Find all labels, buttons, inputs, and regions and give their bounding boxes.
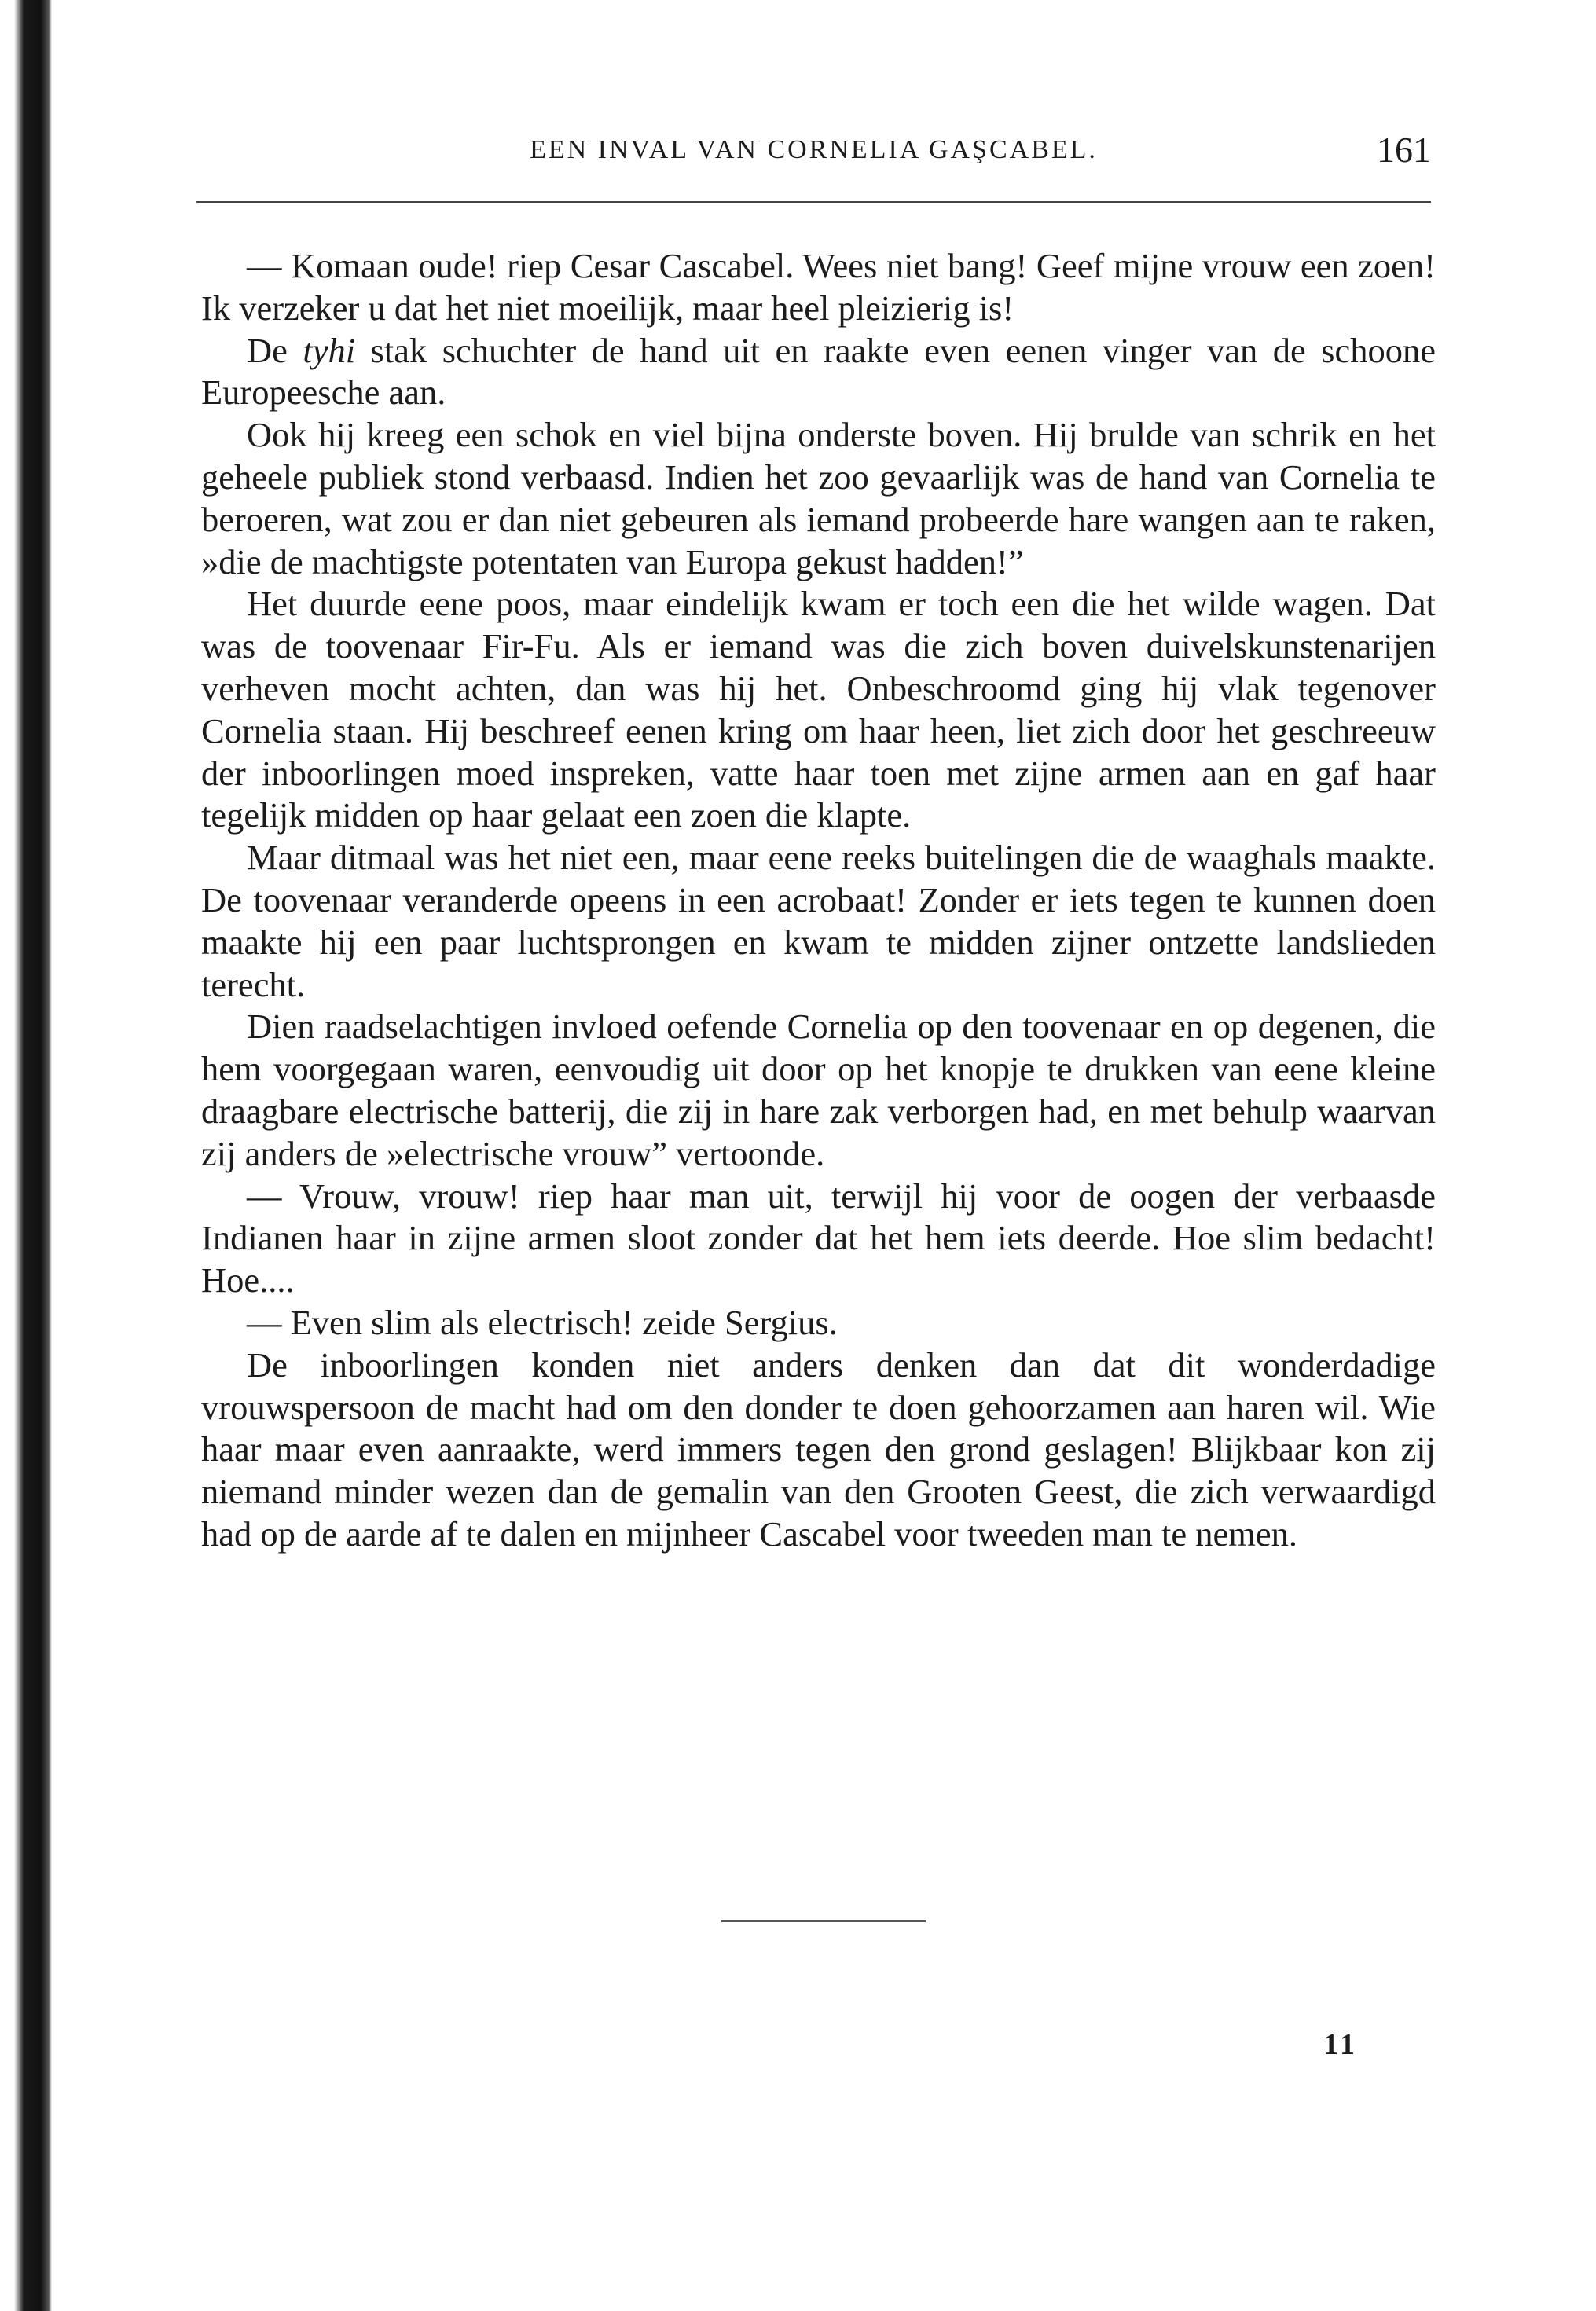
paragraph: — Komaan oude! riep Cesar Cascabel. Wees niet bang! Geef mijne vrouw een zoen! Ik verzeker u dat het niet moeilijk, maar heel pleizierig is!	[201, 246, 1436, 328]
running-title: EEN INVAL VAN CORNELIA GAŞCABEL.	[530, 135, 1098, 164]
paragraph: — Vrouw, vrouw! riep haar man uit, terwijl hij voor de oogen der verbaasde Indianen haar in zijne armen sloot zonder dat het hem iets deerde. Hoe slim bedacht! Hoe....	[201, 1176, 1436, 1300]
book-binding-edge	[0, 0, 52, 2311]
paragraph: Het duurde eene poos, maar eindelijk kwam er toch een die het wilde wagen. Dat was de toovenaar Fir-Fu. Als er iemand was die zich boven duivelskunstenarijen verheven mocht achten, dan was hij het. Onbeschroomd ging hij vlak tegenover Cornelia staan. Hij beschreef eenen kring om haar heen, liet zich door het geschreeuw der inboorlingen moed inspreken, vatte haar toen met zijne armen aan en gaf haar tegelijk midden op haar gelaat een zoen die klapte.	[201, 584, 1436, 835]
italic-term: tyhi	[303, 330, 356, 370]
signature-mark: 11	[1323, 2028, 1358, 2061]
body-text	[201, 245, 1436, 1556]
paragraph: Maar ditmaal was het niet een, maar eene reeks buitelingen die de waaghals maakte. De toovenaar veranderde opeens in een acrobaat! Zonder er iets tegen te kunnen doen maakte hij een paar luchtsprongen en kwam te midden zijner ontzette landslieden terecht.	[201, 838, 1436, 1004]
running-head	[196, 130, 1431, 182]
paragraph: Dien raadselachtigen invloed oefende Cornelia op den toovenaar en op degenen, die hem voorgegaan waren, eenvoudig uit door op het knopje te drukken van eene kleine draagbare electrische batterij, die zij in hare zak verborgen had, en met behulp waarvan zij anders de »electrische vrouw” vertoonde.	[201, 1007, 1436, 1173]
paragraph: — Even slim als electrisch! zeide Sergius.	[247, 1302, 838, 1342]
end-rule	[721, 1920, 926, 1922]
page-number: 161	[1377, 130, 1431, 170]
header-rule	[196, 201, 1431, 203]
paragraph: Ook hij kreeg een schok en viel bijna onderste boven. Hij brulde van schrik en het geheele publiek stond verbaasd. Indien het zoo gevaarlijk was de hand van Cornelia te beroeren, wat zou er dan niet gebeuren als iemand probeerde hare wangen aan te raken, »die de machtigste potentaten van Europa gekust hadden!”	[201, 415, 1436, 581]
paragraph: De tyhi stak schuchter de hand uit en raakte even eenen vinger van de schoone Europeesche aan.	[201, 330, 1436, 413]
paragraph: De inboorlingen konden niet anders denken dan dat dit wonderdadige vrouwspersoon de macht had om den donder te doen gehoorzamen aan haren wil. Wie haar maar even aanraakte, werd immers tegen den grond geslagen! Blijkbaar kon zij niemand minder wezen dan de gemalin van den Grooten Geest, die zich verwaardigd had op de aarde af te dalen en mijnheer Cascabel voor tweeden man te nemen.	[201, 1344, 1436, 1554]
